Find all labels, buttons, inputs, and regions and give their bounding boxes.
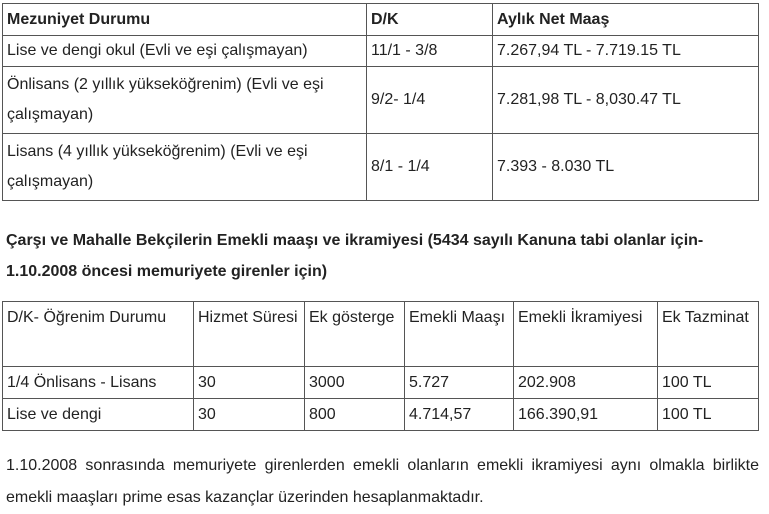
table-cell: 11/1 - 3/8: [367, 36, 493, 67]
table-cell: Lise ve dengi: [3, 399, 194, 431]
table-cell: 100 TL: [658, 399, 759, 431]
table-row: [3, 399, 759, 431]
header-cell: D/K: [367, 4, 493, 36]
table-cell: 5.727: [405, 367, 514, 399]
pension-table: [2, 301, 759, 431]
table-row: [3, 134, 759, 201]
header-cell: Emekli İkramiyesi: [514, 302, 658, 367]
header-cell: Ek gösterge: [305, 302, 405, 367]
table-header-row: [3, 302, 759, 367]
table-cell: 4.714,57: [405, 399, 514, 431]
table-cell: 9/2- 1/4: [367, 67, 493, 134]
header-cell: Emekli Maaşı: [405, 302, 514, 367]
table-cell: 800: [305, 399, 405, 431]
table-header-row: [3, 4, 759, 36]
table-cell: 100 TL: [658, 367, 759, 399]
table-cell: Lise ve dengi okul (Evli ve eşi çalışmayan): [3, 36, 367, 67]
note-paragraph: 1.10.2008 sonrasında memuriyete girenlerden emekli olanların emekli ikramiyesi aynı olmakla birlikte emekli maaşları prime esas kazançlar üzerinden hesaplanmaktadır.: [6, 457, 759, 506]
table-row: [3, 67, 759, 134]
table-row: [3, 36, 759, 67]
table-cell: 30: [194, 399, 305, 431]
table-cell: 1/4 Önlisans - Lisans: [3, 367, 194, 399]
table-cell: 202.908: [514, 367, 658, 399]
table-cell: 7.393 - 8.030 TL: [493, 134, 759, 201]
table-cell: Önlisans (2 yıllık yükseköğrenim) (Evli ve eşi çalışmayan): [3, 67, 367, 134]
header-cell: D/K- Öğrenim Durumu: [3, 302, 194, 367]
table-cell: 30: [194, 367, 305, 399]
table-cell: 8/1 - 1/4: [367, 134, 493, 201]
table-cell: 3000: [305, 367, 405, 399]
header-cell: Mezuniyet Durumu: [3, 4, 367, 36]
header-cell: Ek Tazminat: [658, 302, 759, 367]
table-cell: Lisans (4 yıllık yükseköğrenim) (Evli ve eşi çalışmayan): [3, 134, 367, 201]
salary-table: [2, 3, 759, 201]
header-cell: Hizmet Süresi: [194, 302, 305, 367]
table-cell: 7.281,98 TL - 8,030.47 TL: [493, 67, 759, 134]
table-cell: 7.267,94 TL - 7.719.15 TL: [493, 36, 759, 67]
section-heading: Çarşı ve Mahalle Bekçilerin Emekli maaşı ve ikramiyesi (5434 sayılı Kanuna tabi olanlar için-1.10.2008 öncesi memuriyete girenler için): [6, 232, 704, 280]
table-row: [3, 367, 759, 399]
header-cell: Aylık Net Maaş: [493, 4, 759, 36]
table-cell: 166.390,91: [514, 399, 658, 431]
